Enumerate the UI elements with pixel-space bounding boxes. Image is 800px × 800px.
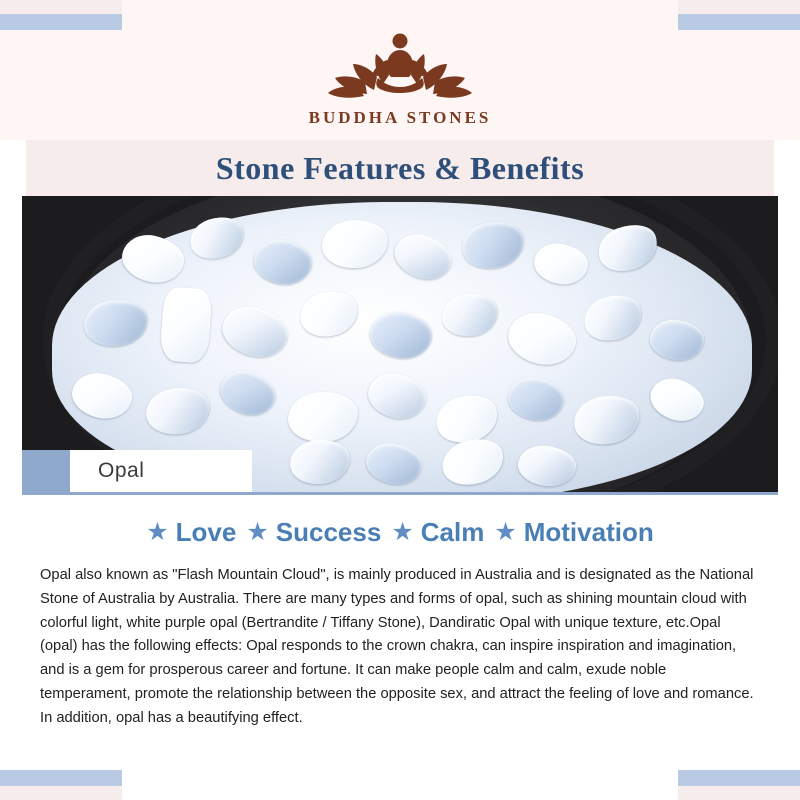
stone-name-label: Opal (98, 459, 145, 482)
brand-name: BUDDHA STONES (308, 108, 492, 127)
brand-logo (0, 24, 800, 128)
corner-decoration-top-left-inner (0, 0, 122, 14)
benefit-keyword-motivation (494, 517, 653, 548)
corner-decoration-bottom-left-inner (0, 786, 122, 800)
section-title-bar (26, 140, 774, 196)
corner-decoration-bottom-right-inner (678, 786, 800, 800)
stone-shape (159, 286, 212, 363)
opal-stones-photo (22, 196, 778, 492)
description-paragraph: Opal also known as "Flash Mountain Cloud", is mainly produced in Australia and is designated as the National Stone of Australia by Australia. There are many types and forms of opal, such as shining mountain cloud with colorful light, white purple opal (Bertrandite / Tiffany Stone), Dandiratic Opal with unique texture, etc.Opal (opal) has the following effects: Opal responds to the crown chakra, can inspire inspiration and imagination, and is a gem for prosperous career and fortune. It can make people calm and calm, exude noble temperament, promote the relationship between the opposite sex, and attract the feeling of love and romance. In addition, opal has a beautifying effect. (40, 567, 754, 726)
corner-decoration-top-right-inner (678, 0, 800, 14)
benefit-label: Success (275, 517, 382, 547)
page-title: Stone Features & Benefits (215, 149, 585, 186)
caption-accent-bar (22, 450, 70, 492)
benefit-label: Calm (420, 517, 485, 547)
benefit-label: Love (175, 517, 237, 547)
description-panel (22, 492, 778, 770)
benefit-keyword-success (246, 517, 381, 548)
stone-name-caption (70, 450, 252, 492)
benefit-keyword-love (146, 517, 236, 548)
benefit-label: Motivation (523, 517, 654, 547)
star-icon: ★ (494, 518, 517, 546)
lotus-meditation-icon (320, 24, 480, 106)
star-icon: ★ (146, 518, 169, 546)
benefit-keywords-row (22, 517, 778, 548)
star-icon: ★ (246, 518, 269, 546)
star-icon: ★ (391, 518, 414, 546)
benefit-keyword-calm (391, 517, 484, 548)
